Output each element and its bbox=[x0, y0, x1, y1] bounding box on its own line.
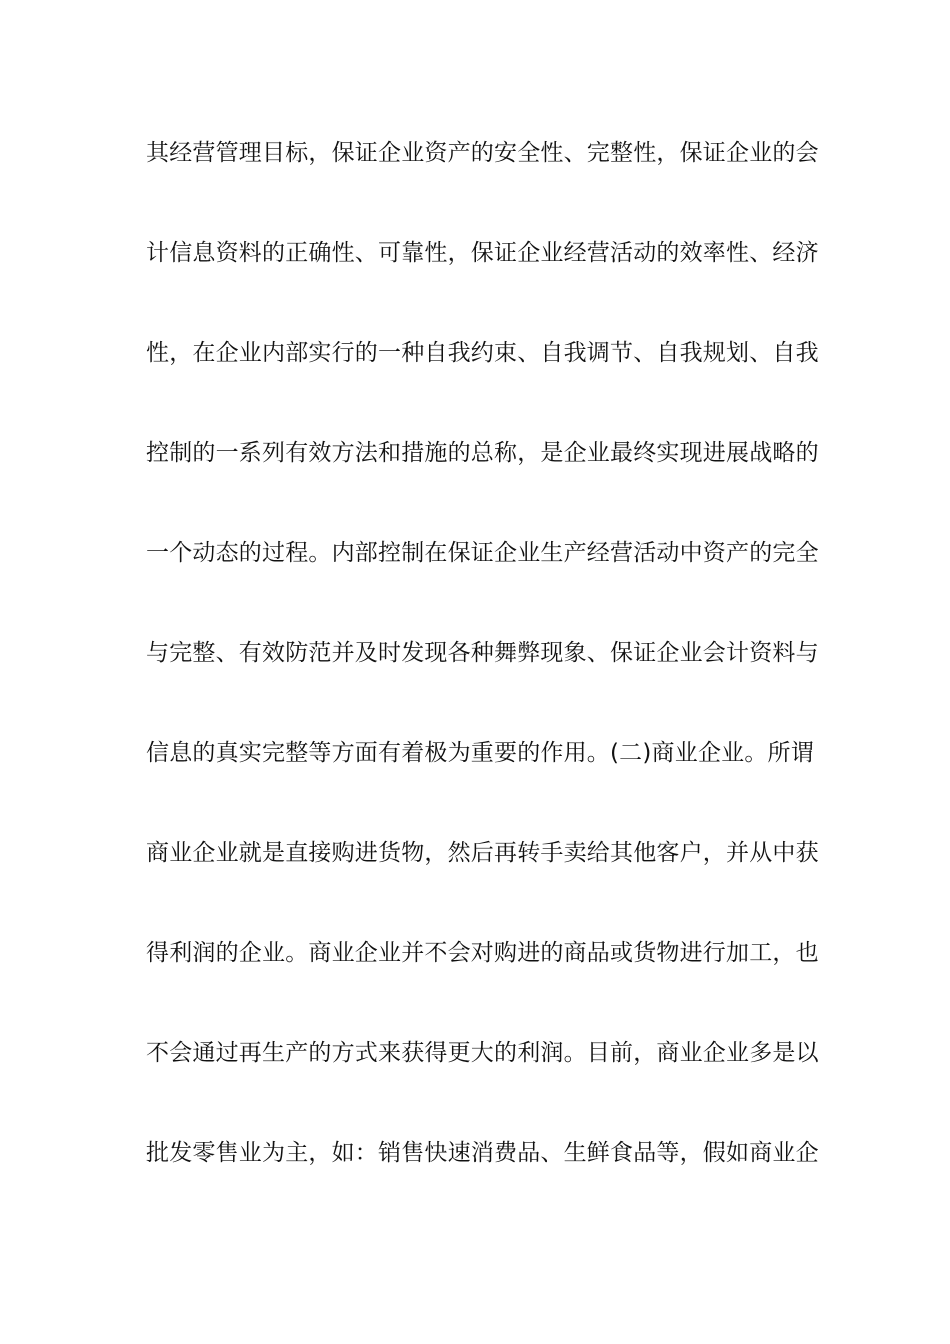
text-line: 商业企业就是直接购进货物，然后再转手卖给其他客户，并从中获 bbox=[146, 840, 819, 866]
text-line: 信息的真实完整等方面有着极为重要的作用。(二)商业企业。所谓 bbox=[146, 740, 814, 766]
body-text bbox=[146, 128, 819, 1228]
text-line: 不会通过再生产的方式来获得更大的利润。目前，商业企业多是以 bbox=[146, 1040, 819, 1066]
text-line: 控制的一系列有效方法和措施的总称，是企业最终实现进展战略的 bbox=[146, 440, 819, 466]
text-line: 得利润的企业。商业企业并不会对购进的商品或货物进行加工，也 bbox=[146, 940, 819, 966]
text-line: 一个动态的过程。内部控制在保证企业生产经营活动中资产的完全 bbox=[146, 540, 819, 566]
text-line: 批发零售业为主，如：销售快速消费品、生鲜食品等，假如商业企 bbox=[146, 1140, 819, 1166]
text-line: 性，在企业内部实行的一种自我约束、自我调节、自我规划、自我 bbox=[146, 340, 819, 366]
text-line: 其经营管理目标，保证企业资产的安全性、完整性，保证企业的会 bbox=[146, 140, 819, 166]
text-line: 计信息资料的正确性、可靠性，保证企业经营活动的效率性、经济 bbox=[146, 240, 819, 266]
text-line: 与完整、有效防范并及时发现各种舞弊现象、保证企业会计资料与 bbox=[146, 640, 819, 666]
